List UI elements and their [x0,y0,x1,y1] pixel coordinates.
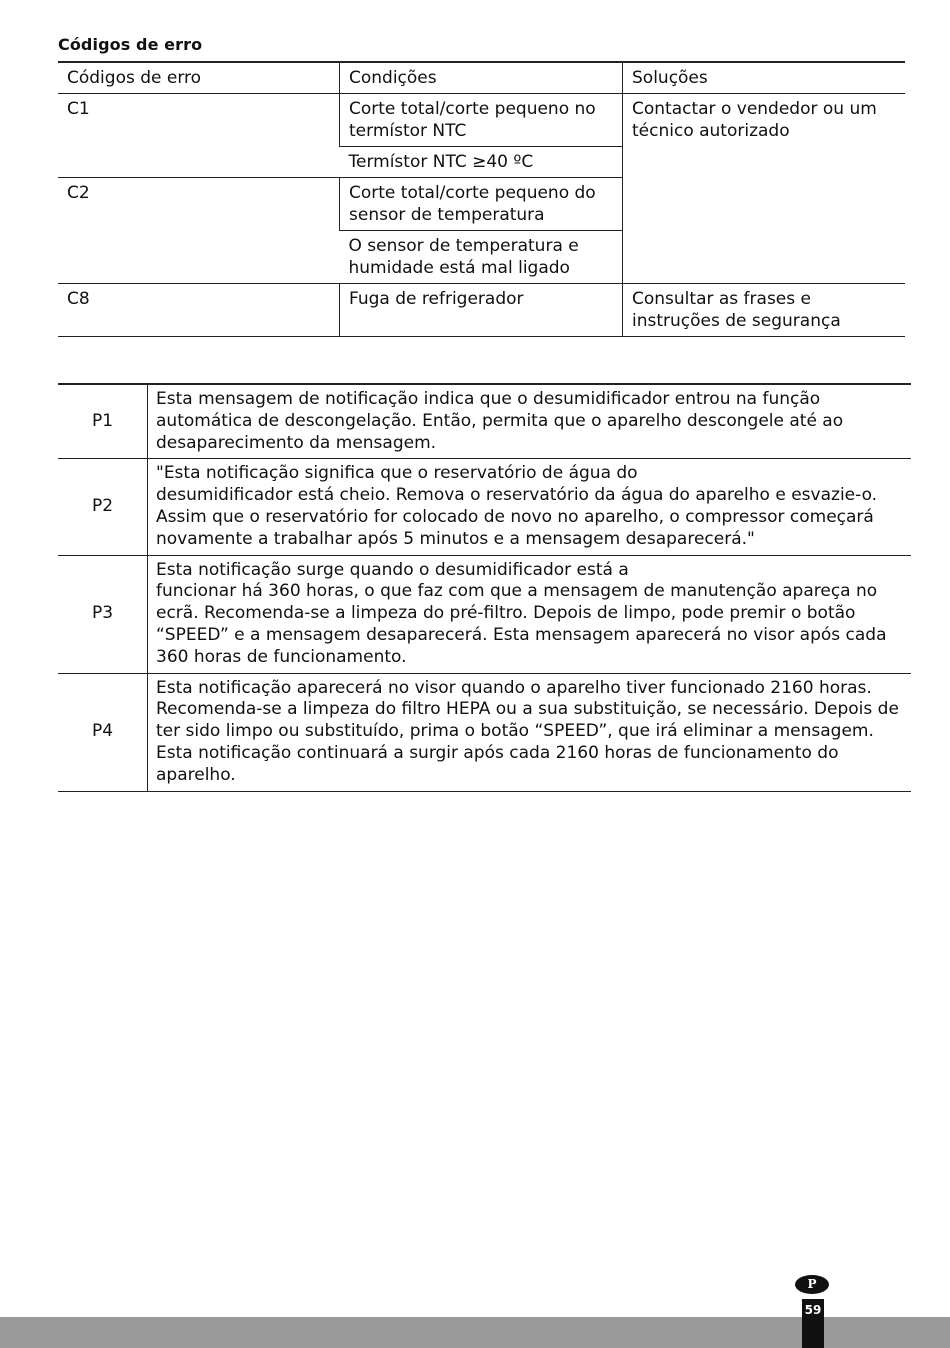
message-line: Esta mensagem de notificação indica que o desumidificador entrou na função [156,389,821,409]
language-badge: P [795,1275,829,1294]
table-row [58,94,905,147]
header-conditions: Condições [340,62,623,94]
message-line: 360 horas de funcionamento. [156,646,407,667]
condition-c2-1: Corte total/corte pequeno do sensor de temperatura [340,178,623,231]
header-solutions: Soluções [623,62,906,94]
header-codes: Códigos de erro [58,62,340,94]
message-line: aparelho. [156,764,236,785]
error-code-c1: C1 [58,94,340,178]
condition-c1-2: Termístor NTC ≥40 ºC [340,147,623,178]
solution-c8: Consultar as frases e instruções de segurança [623,284,906,337]
message-line: desaparecimento da mensagem. [156,432,437,453]
message-line: Esta notificação continuará a surgir após cada 2160 horas de funcionamento do [156,742,839,763]
table-row [58,284,905,337]
notification-code-p3: P3 [58,555,148,673]
message-line: Assim que o reservatório for colocado de novo no aparelho, o compressor começará [156,506,874,527]
notification-message-p1 [148,384,912,459]
message-line: Recomenda-se a limpeza do filtro HEPA ou a sua substituição, se necessário. Depois de [156,699,899,720]
notification-message-p3 [148,555,912,673]
condition-c1-1: Corte total/corte pequeno no termístor NTC [340,94,623,147]
message-line: automática de descongelação. Então, permita que o aparelho descongele até ao [156,410,844,431]
table-row [58,384,911,459]
error-codes-table [58,61,905,337]
condition-c8: Fuga de refrigerador [340,284,623,337]
notification-message-p2 [148,459,912,555]
notification-code-p4: P4 [58,673,148,791]
message-line: novamente a trabalhar após 5 minutos e a mensagem desaparecerá." [156,528,755,549]
notification-code-p2: P2 [58,459,148,555]
message-line: “SPEED” e a mensagem desaparecerá. Esta mensagem aparecerá no visor após cada [156,624,887,645]
error-table-header-row [58,62,905,94]
notification-code-p1: P1 [58,384,148,459]
message-line: Esta notificação aparecerá no visor quando o aparelho tiver funcionado 2160 horas. [156,677,872,698]
message-line: Esta notificação surge quando o desumidificador está a [156,559,629,580]
message-line: "Esta notificação significa que o reservatório de água do [156,463,638,484]
solution-c1-c2: Contactar o vendedor ou um técnico autorizado [623,94,906,284]
error-code-c8: C8 [58,284,340,337]
page-number: 59 [802,1299,824,1348]
notification-message-p4 [148,673,912,791]
message-line: desumidificador está cheio. Remova o reservatório da água do aparelho e esvazie-o. [156,485,878,506]
message-line: ter sido limpo ou substituído, prima o botão “SPEED”, que irá eliminar a mensagem. [156,721,874,742]
table-row [58,459,911,555]
table-row [58,555,911,673]
section-title: Códigos de erro [58,35,203,54]
message-line: funcionar há 360 horas, o que faz com que a mensagem de manutenção apareça no [156,581,878,602]
message-line: ecrã. Recomenda-se a limpeza do pré-filtro. Depois de limpo, pode premir o botão [156,603,856,624]
notification-table [58,383,911,792]
table-row [58,673,911,791]
condition-c2-2: O sensor de temperatura e humidade está mal ligado [340,231,623,284]
error-code-c2: C2 [58,178,340,284]
